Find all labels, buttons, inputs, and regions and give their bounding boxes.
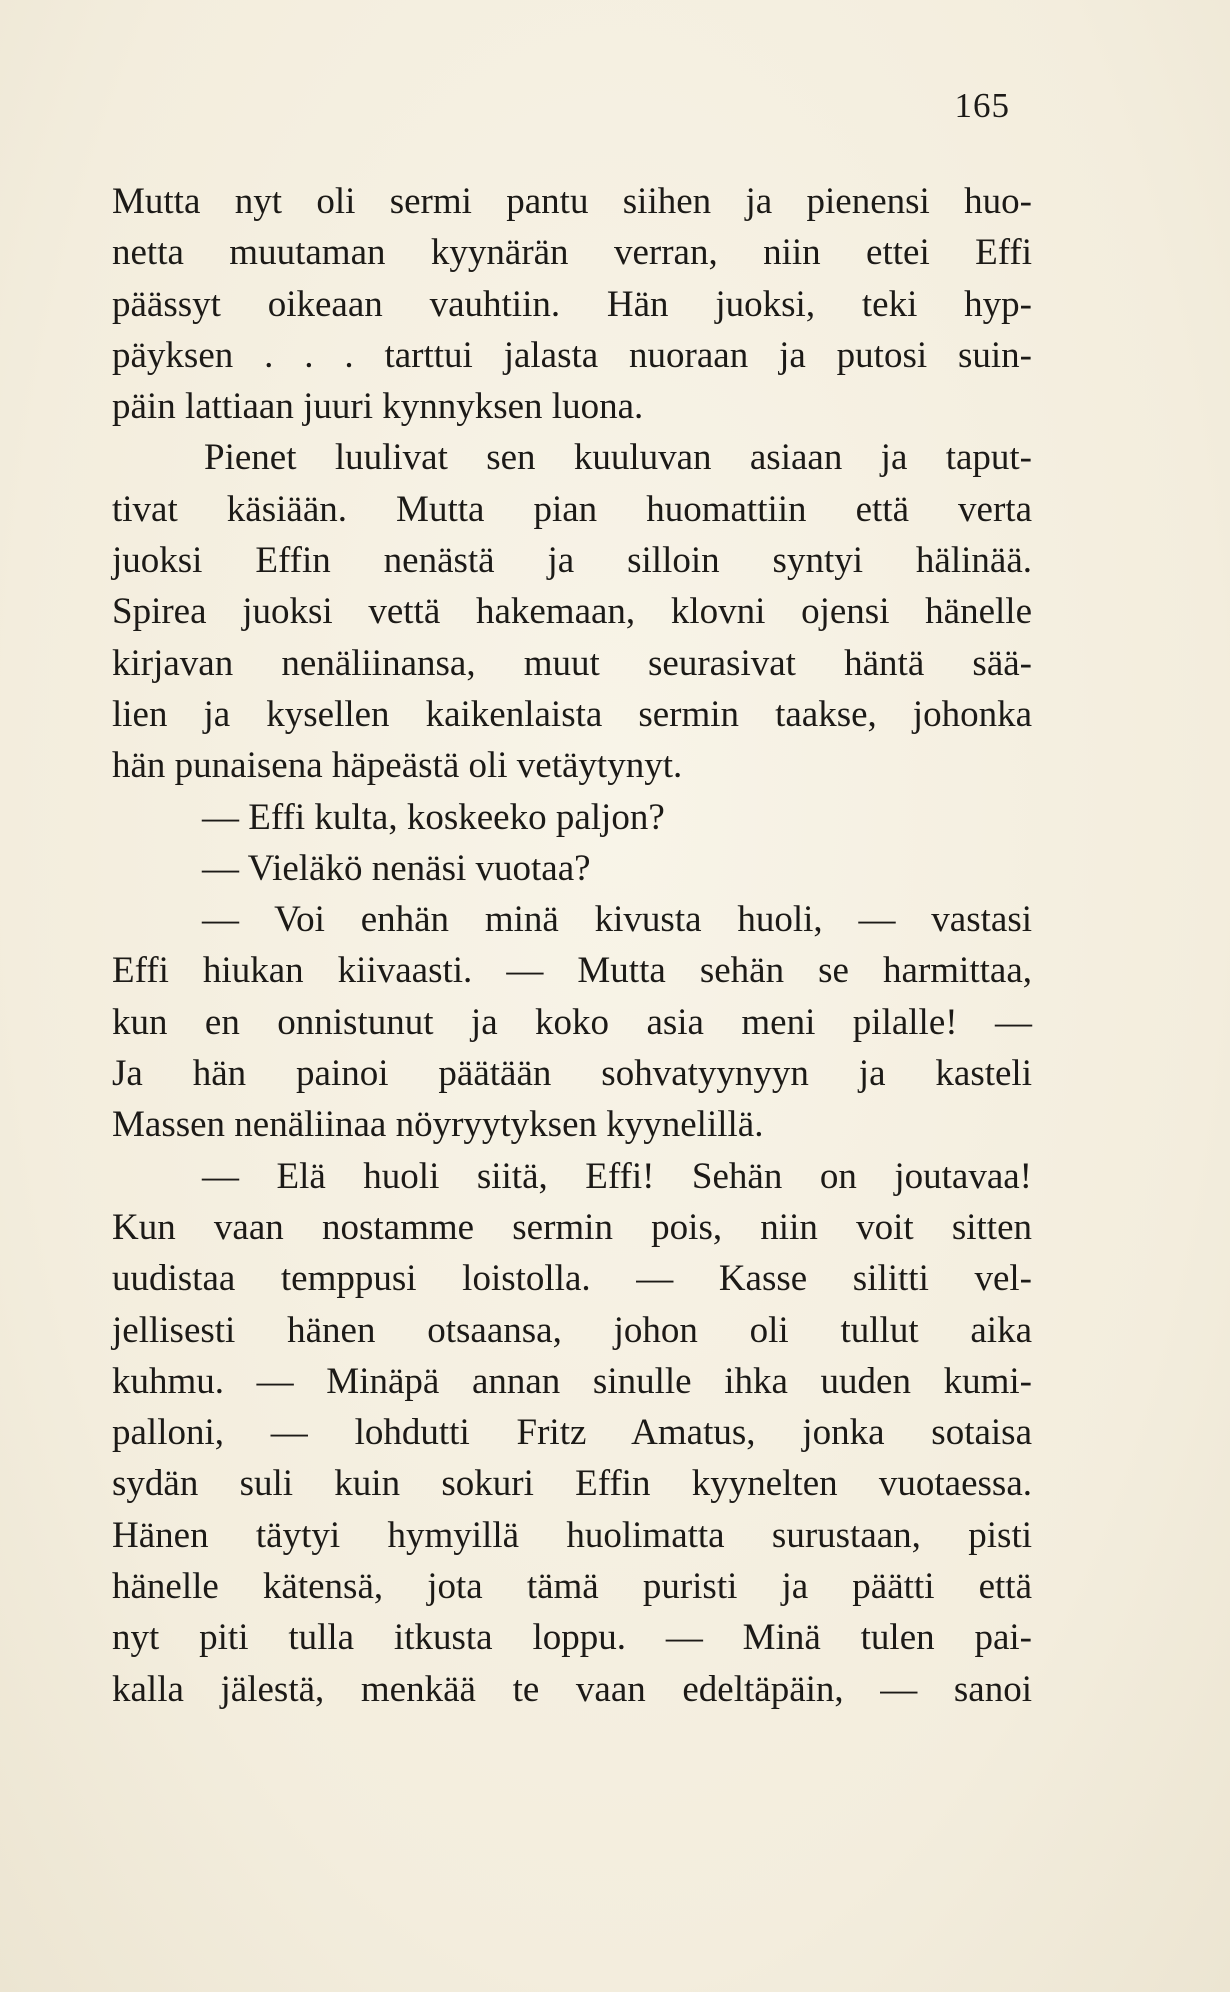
text-line: päin lattiaan juuri kynnyksen luona.	[112, 386, 644, 428]
body-text	[112, 176, 1032, 1715]
text-line: hänelle kätensä, jota tämä puristi ja päätti että	[112, 1566, 1032, 1608]
text-line: tivat käsiään. Mutta pian huomattiin että verta	[112, 488, 1032, 530]
text-line: jellisesti hänen otsaansa, johon oli tullut aika	[112, 1309, 1032, 1351]
text-line: — Effi kulta, koskeeko paljon?	[202, 796, 665, 838]
page-number: 165	[954, 86, 1010, 125]
text-line: netta muutaman kyynärän verran, niin ettei Effi	[112, 232, 1032, 274]
text-line: Massen nenäliinaa nöyryytyksen kyynelillä.	[112, 1104, 764, 1146]
text-line: Mutta nyt oli sermi pantu siihen ja pienensi huo-	[112, 181, 1032, 222]
text-line: Effi hiukan kiivaasti. — Mutta sehän se harmittaa,	[112, 950, 1032, 992]
text-line: palloni, — lohdutti Fritz Amatus, jonka sotaisa	[112, 1412, 1032, 1454]
text-line: päässyt oikeaan vauhtiin. Hän juoksi, teki hyp-	[112, 283, 1032, 325]
text-line: Ja hän painoi päätään sohvatyynyyn ja kasteli	[112, 1053, 1032, 1095]
text-line: hän punaisena häpeästä oli vetäytynyt.	[112, 745, 683, 787]
text-line: Hänen täytyi hymyillä huolimatta surustaan, pisti	[112, 1514, 1032, 1556]
text-line: lien ja kysellen kaikenlaista sermin taakse, johonka	[112, 693, 1032, 735]
text-line: — Voi enhän minä kivusta huoli, — vastasi	[202, 899, 1032, 941]
text-line: Kun vaan nostamme sermin pois, niin voit sitten	[112, 1206, 1032, 1248]
text-line: Pienet luulivat sen kuuluvan asiaan ja taput-	[204, 437, 1032, 479]
text-line: — Elä huoli siitä, Effi! Sehän on joutavaa!	[202, 1155, 1032, 1197]
text-line: kirjavan nenäliinansa, muut seurasivat häntä sää-	[112, 642, 1032, 684]
text-line: juoksi Effin nenästä ja silloin syntyi hälinää.	[112, 540, 1032, 582]
text-line: — Vieläkö nenäsi vuotaa?	[202, 847, 591, 889]
text-line: kalla jälestä, menkää te vaan edeltäpäin, — sanoi	[112, 1668, 1032, 1710]
text-line: Spirea juoksi vettä hakemaan, klovni ojensi hänelle	[112, 591, 1032, 633]
text-line: päyksen . . . tarttui jalasta nuoraan ja putosi suin-	[112, 334, 1032, 376]
text-line: nyt piti tulla itkusta loppu. — Minä tulen pai-	[112, 1617, 1032, 1659]
text-line: uudistaa temppusi loistolla. — Kasse silitti vel-	[112, 1258, 1032, 1300]
text-line: sydän suli kuin sokuri Effin kyynelten vuotaessa.	[112, 1463, 1032, 1505]
text-line: kun en onnistunut ja koko asia meni pilalle! —	[112, 1001, 1032, 1043]
text-line: kuhmu. — Minäpä annan sinulle ihka uuden kumi-	[112, 1360, 1032, 1402]
